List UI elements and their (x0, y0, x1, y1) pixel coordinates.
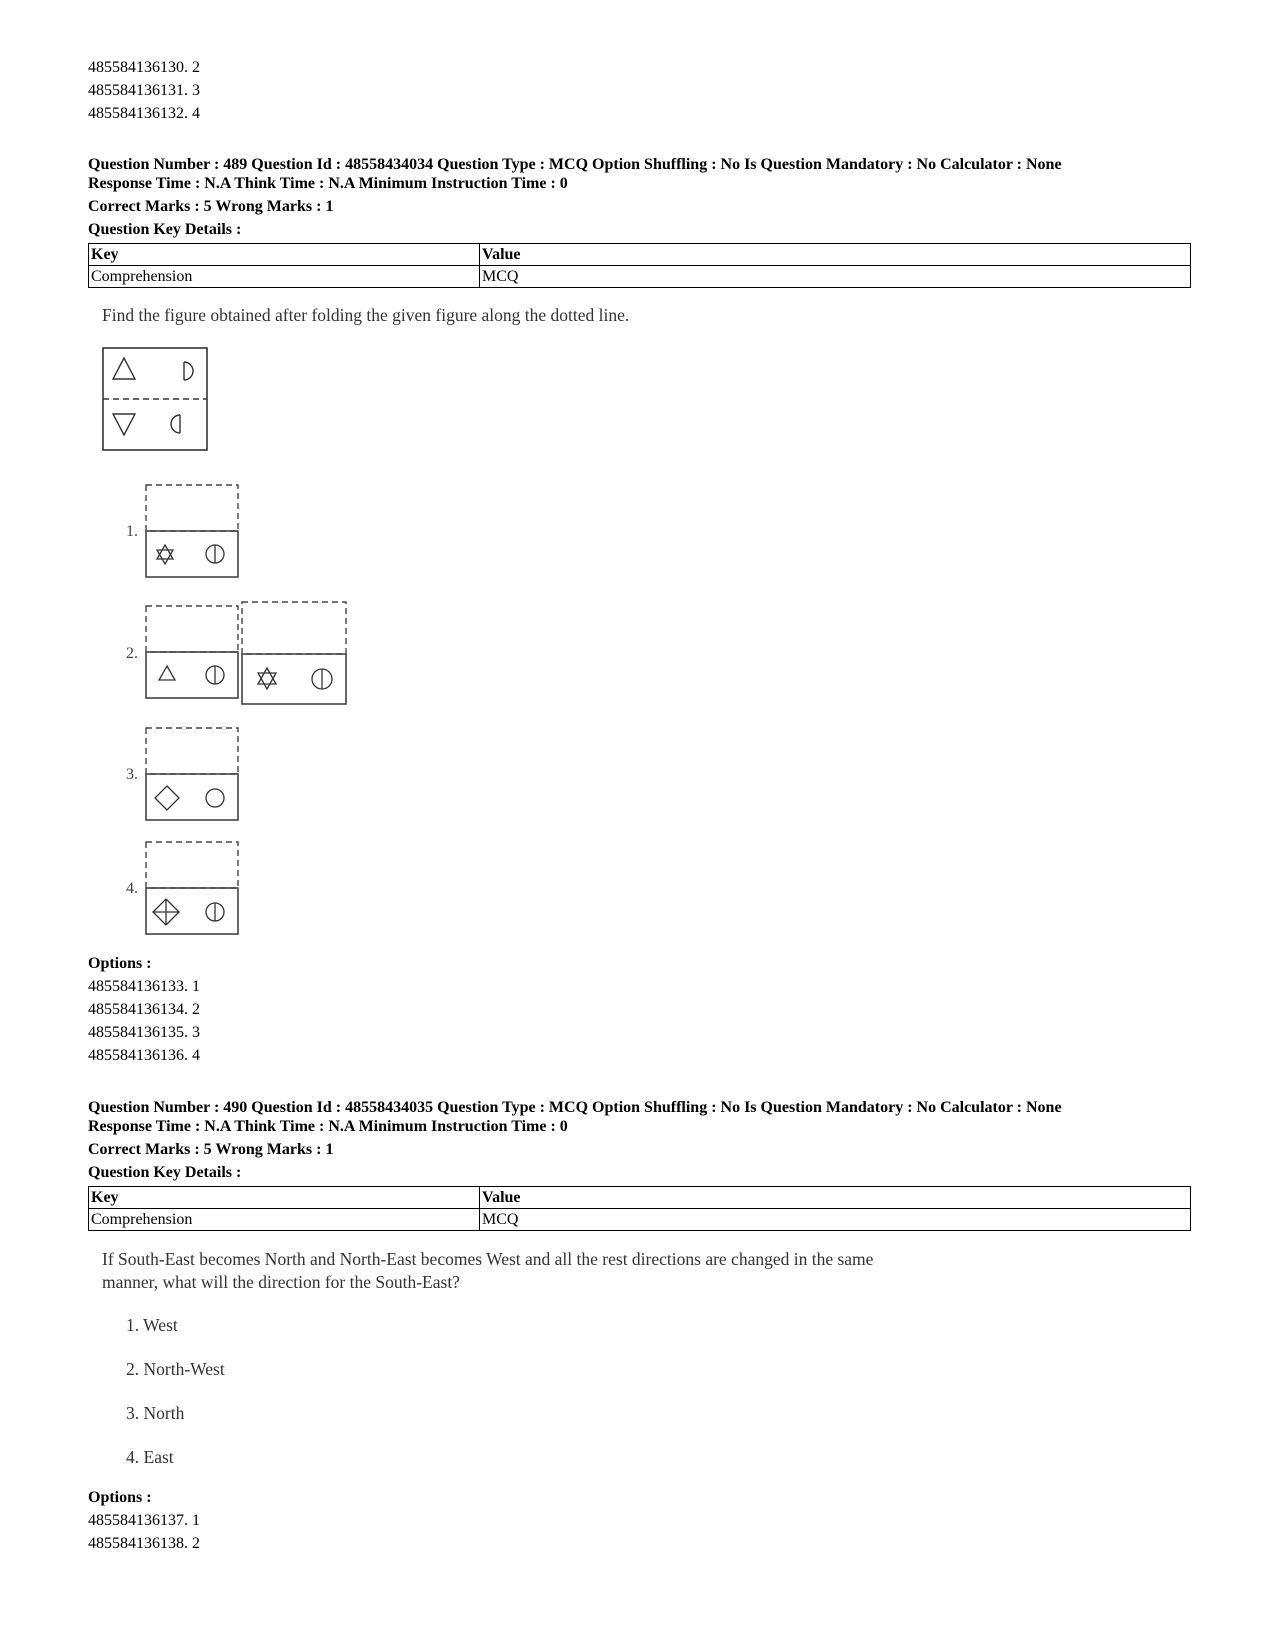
choice-item: 3. North (126, 1403, 185, 1423)
circle-with-line-icon (206, 666, 224, 684)
option-line: 485584136130. 2 (88, 59, 200, 76)
question-key-table (88, 243, 1191, 288)
options-label: Options : (88, 955, 152, 972)
triangle-up-icon (159, 666, 175, 680)
choice-item: 1. West (126, 1315, 178, 1335)
value-header: Value (480, 1187, 1191, 1209)
option-figure-2 (144, 600, 350, 708)
question-header-times: Response Time : N.A Think Time : N.A Minimum Instruction Time : 0 (88, 1118, 568, 1135)
figure-label: 3. (126, 766, 138, 783)
option-line: 485584136135. 3 (88, 1024, 200, 1041)
triangle-down-icon (113, 414, 135, 435)
diamond-with-cross-icon (153, 899, 179, 925)
key-details-label: Question Key Details : (88, 1164, 242, 1181)
key-header: Key (89, 244, 480, 266)
question-marks: Correct Marks : 5 Wrong Marks : 1 (88, 1141, 334, 1158)
value-cell: MCQ (480, 266, 1191, 288)
question-text-line1: If South-East becomes North and North-East becomes West and all the rest directions are changed in the same (102, 1249, 874, 1269)
triangle-up-icon (113, 358, 135, 379)
question-text-line2: manner, what will the direction for the South-East? (102, 1272, 460, 1292)
question-header-times: Response Time : N.A Think Time : N.A Minimum Instruction Time : 0 (88, 175, 568, 192)
half-circle-right-icon (184, 362, 193, 380)
option-line: 485584136132. 4 (88, 105, 200, 122)
circle-with-line-icon (206, 903, 224, 921)
star-of-david-icon (157, 545, 173, 564)
half-circle-left-icon (171, 415, 180, 433)
choice-item: 2. North-West (126, 1359, 225, 1379)
key-cell: Comprehension (89, 266, 480, 288)
question-header: Question Number : 489 Question Id : 48558434034 Question Type : MCQ Option Shuffling : No Is Question Mandatory : No Calculator : None (88, 156, 1062, 173)
option-line: 485584136134. 2 (88, 1001, 200, 1018)
question-marks: Correct Marks : 5 Wrong Marks : 1 (88, 198, 334, 215)
figure-label: 4. (126, 880, 138, 897)
star-of-david-icon (258, 668, 276, 689)
figure-label: 2. (126, 645, 138, 662)
question-key-table (88, 1186, 1191, 1231)
given-figure (100, 345, 210, 453)
question-text: Find the figure obtained after folding the given figure along the dotted line. (102, 305, 630, 325)
key-header: Key (89, 1187, 480, 1209)
option-line: 485584136137. 1 (88, 1512, 200, 1529)
choice-item: 4. East (126, 1447, 174, 1467)
key-cell: Comprehension (89, 1209, 480, 1231)
circle-icon (206, 789, 224, 807)
circle-with-line-icon (312, 669, 332, 689)
question-header: Question Number : 490 Question Id : 48558434035 Question Type : MCQ Option Shuffling : No Is Question Mandatory : No Calculator : None (88, 1099, 1062, 1116)
option-figure-1 (144, 483, 242, 583)
key-details-label: Question Key Details : (88, 221, 242, 238)
diamond-icon (155, 786, 179, 810)
figure-label: 1. (126, 523, 138, 540)
option-line: 485584136131. 3 (88, 82, 200, 99)
value-header: Value (480, 244, 1191, 266)
value-cell: MCQ (480, 1209, 1191, 1231)
options-label: Options : (88, 1489, 152, 1506)
option-line: 485584136133. 1 (88, 978, 200, 995)
option-figure-4 (144, 840, 242, 940)
option-line: 485584136136. 4 (88, 1047, 200, 1064)
circle-with-line-icon (206, 545, 224, 563)
option-line: 485584136138. 2 (88, 1535, 200, 1552)
option-figure-3 (144, 726, 242, 826)
